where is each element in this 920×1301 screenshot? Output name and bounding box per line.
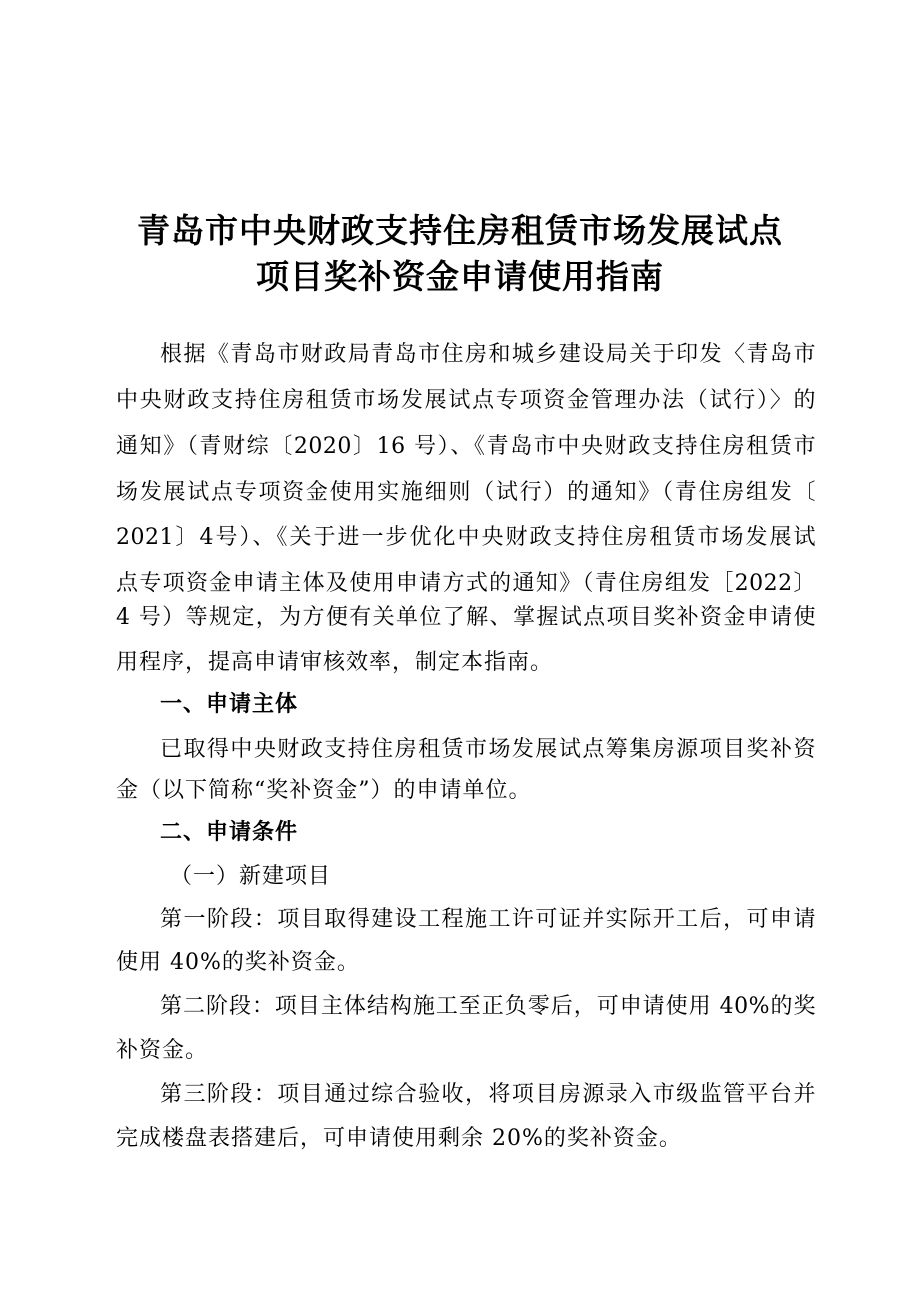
intro-paragraph-line: 2021〕4号）、《关于进一步优化中央财政支持住房租赁市场发展试 <box>116 525 816 550</box>
stage-2-line: 第二阶段：项目主体结构施工至正负零后，可申请使用 40%的奖 <box>160 994 816 1019</box>
stage-2-line: 补资金。 <box>116 1038 209 1063</box>
stage-1-line: 第一阶段：项目取得建设工程施工许可证并实际开工后，可申请 <box>160 907 816 932</box>
intro-paragraph-line: 场发展试点专项资金使用实施细则（试行）的通知》（青住房组发〔 <box>116 480 816 505</box>
document-title-line-1: 青岛市中央财政支持住房租赁市场发展试点 <box>137 211 783 250</box>
intro-paragraph-line: 4 号）等规定，为方便有关单位了解、掌握试点项目奖补资金申请使 <box>116 605 816 630</box>
stage-1-line: 使用 40%的奖补资金。 <box>116 950 360 975</box>
stage-3-line: 第三阶段：项目通过综合验收，将项目房源录入市级监管平台并 <box>160 1082 816 1107</box>
intro-paragraph-line: 用程序，提高申请审核效率，制定本指南。 <box>116 650 554 675</box>
section-applicant-line: 金（以下简称“奖补资金”）的申请单位。 <box>116 778 532 803</box>
subsection-heading-new-project: （一）新建项目 <box>170 864 332 889</box>
intro-paragraph-line: 点专项资金申请主体及使用申请方式的通知》（青住房组发［2022〕 <box>116 571 816 596</box>
section-applicant-line: 已取得中央财政支持住房租赁市场发展试点筹集房源项目奖补资 <box>160 737 816 762</box>
section-heading-applicant: 一、申请主体 <box>160 692 299 717</box>
intro-paragraph-line: 中央财政支持住房租赁市场发展试点专项资金管理办法（试行）〉的 <box>116 388 816 413</box>
document-title-line-2: 项目奖补资金申请使用指南 <box>256 257 664 296</box>
intro-paragraph-line: 根据《青岛市财政局青岛市住房和城乡建设局关于印发〈青岛市 <box>160 342 816 367</box>
intro-paragraph-line: 通知》（青财综〔2020〕16 号）、《青岛市中央财政支持住房租赁市 <box>116 434 816 459</box>
stage-3-line: 完成楼盘表搭建后，可申请使用剩余 20%的奖补资金。 <box>116 1126 682 1151</box>
section-heading-conditions: 二、申请条件 <box>160 820 299 845</box>
